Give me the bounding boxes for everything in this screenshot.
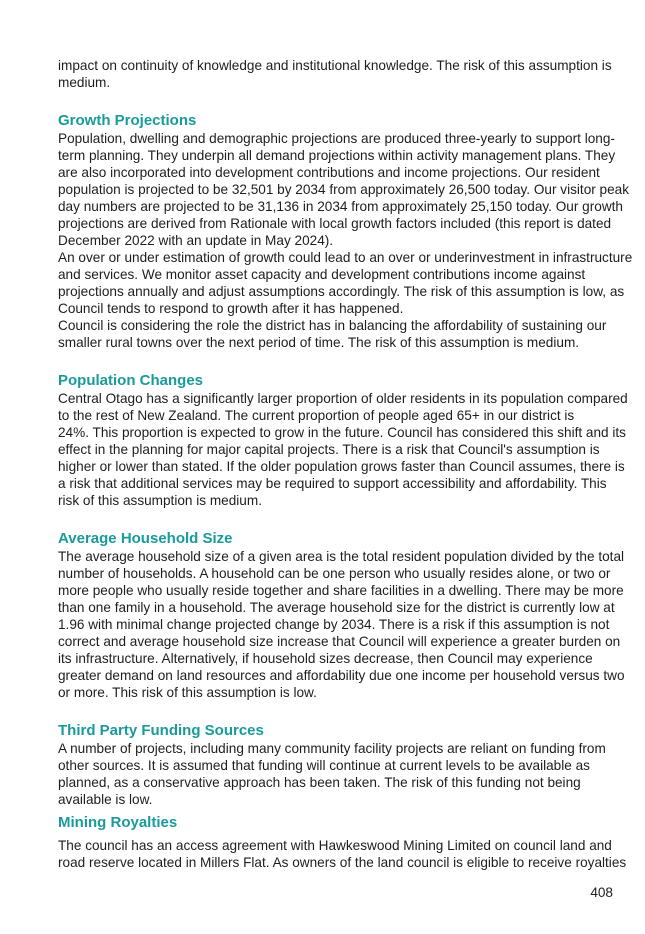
section-mining-royalties	[58, 813, 628, 871]
text-line: higher or lower than stated. If the older population grows faster than Council assumes, there is	[58, 459, 625, 474]
section-average-household-size	[58, 529, 628, 701]
text-line: correct and average household size increase that Council will experience a greater burden on	[58, 634, 621, 649]
text-line: more people who usually reside together and share facilities in a dwelling. There may be more	[58, 583, 624, 598]
text-line: The average household size of a given area is the total resident population divided by the total	[58, 549, 625, 564]
section-heading: Growth Projections	[58, 112, 197, 129]
section-growth-projections	[58, 111, 633, 351]
text-line: planned, as a conservative approach has been taken. The risk of this funding not being	[58, 775, 581, 790]
text-line: December 2022 with an update in May 2024).	[58, 233, 334, 248]
text-line: than one family in a household. The average household size for the district is currently low at	[58, 600, 615, 615]
section-heading: Population Changes	[58, 372, 204, 389]
intro-paragraph	[58, 57, 628, 91]
text-line: Council tends to respond to growth after it has happened.	[58, 301, 404, 316]
page-number: 408	[590, 885, 613, 900]
section-population-changes	[58, 371, 628, 509]
paragraph	[58, 390, 628, 509]
text-line: effect in the planning for major capital projects. There is a risk that Council's assumption is	[58, 442, 600, 457]
text-line: term planning. They underpin all demand projections within activity management plans. They	[58, 148, 616, 163]
text-line: other sources. It is assumed that funding will continue at current levels to be available as	[58, 758, 590, 773]
text-line: The council has an access agreement with Hawkeswood Mining Limited on council land and	[58, 838, 612, 853]
text-line: smaller rural towns over the next period of time. The risk of this assumption is medium.	[58, 335, 580, 350]
text-line: to the rest of New Zealand. The current proportion of people aged 65+ in our district is	[58, 408, 575, 423]
text-line: greater demand on land resources and affordability due one income per household versus two	[58, 668, 625, 683]
text-line: An over or under estimation of growth could lead to an over or underinvestment in infrastructure	[58, 250, 633, 265]
paragraph	[58, 837, 628, 871]
section-heading: Average Household Size	[58, 530, 233, 547]
document-body	[58, 57, 633, 871]
text-line: medium.	[58, 75, 111, 90]
text-line: are also incorporated into development contributions and income projections. Our resident	[58, 165, 600, 180]
sections	[58, 111, 633, 871]
text-line: A number of projects, including many community facility projects are reliant on funding from	[58, 741, 606, 756]
text-line: a risk that additional services may be required to support accessibility and affordability. This	[58, 476, 607, 491]
section-third-party-funding-sources	[58, 721, 628, 808]
text-line: Council is considering the role the district has in balancing the affordability of sustaining our	[58, 318, 607, 333]
text-line: Population, dwelling and demographic projections are produced three-yearly to support long-	[58, 131, 615, 146]
text-line: or more. This risk of this assumption is low.	[58, 685, 317, 700]
paragraph	[58, 317, 628, 351]
text-line: population is projected to be 32,501 by 2034 from approximately 26,500 today. Our visitor peak	[58, 182, 630, 197]
text-line: 1.96 with minimal change projected change by 2034. There is a risk if this assumption is not	[58, 617, 610, 632]
section-heading: Third Party Funding Sources	[58, 722, 264, 739]
paragraph	[58, 249, 633, 317]
text-line: and services. We monitor asset capacity and development contributions income against	[58, 267, 586, 282]
section-heading: Mining Royalties	[58, 814, 178, 831]
text-line: impact on continuity of knowledge and institutional knowledge. The risk of this assumption is	[58, 58, 612, 73]
paragraph	[58, 740, 628, 808]
text-line: its infrastructure. Alternatively, if household sizes decrease, then Council may experience	[58, 651, 593, 666]
text-line: road reserve located in Millers Flat. As owners of the land council is eligible to receive royalties	[58, 855, 627, 870]
text-line: available is low.	[58, 792, 153, 807]
text-line: number of households. A household can be one person who usually resides alone, or two or	[58, 566, 611, 581]
text-line: 24%. This proportion is expected to grow in the future. Council has considered this shift and its	[58, 425, 626, 440]
text-line: projections are derived from Rationale with local growth factors included (this report is dated	[58, 216, 612, 231]
paragraph	[58, 548, 628, 701]
text-line: projections annually and adjust assumptions accordingly. The risk of this assumption is low, as	[58, 284, 625, 299]
text-line: risk of this assumption is medium.	[58, 493, 262, 508]
text-line: day numbers are projected to be 31,136 in 2034 from approximately 25,150 today. Our growth	[58, 199, 623, 214]
paragraph	[58, 130, 628, 249]
text-line: Central Otago has a significantly larger proportion of older residents in its population compared	[58, 391, 628, 406]
